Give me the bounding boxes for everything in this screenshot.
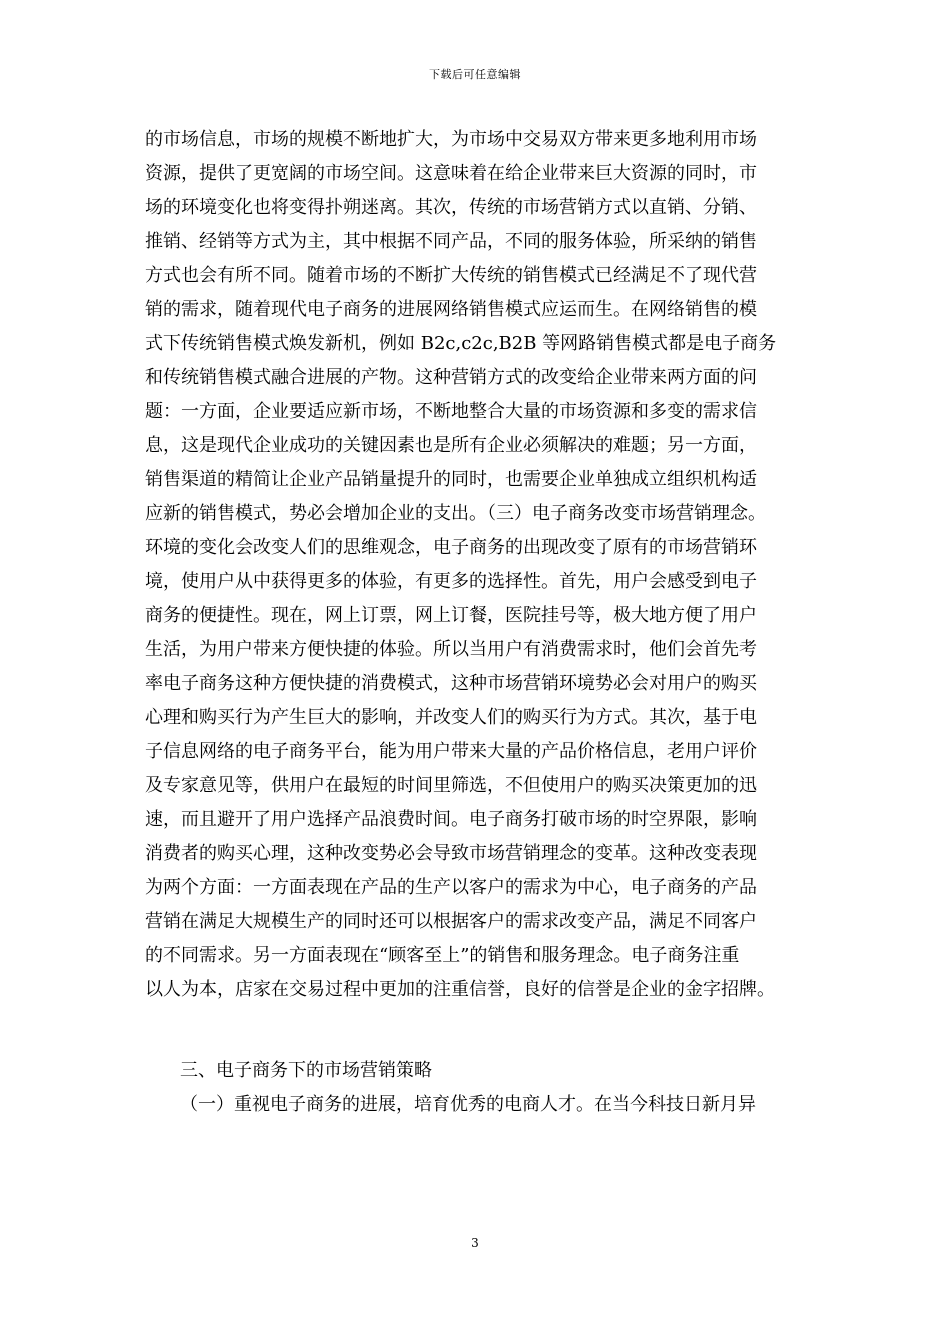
text-line: 销售渠道的精简让企业产品销量提升的同时，也需要企业单独成立组织机构适 bbox=[145, 469, 757, 490]
text-line: 资源，提供了更宽阔的市场空间。这意味着在给企业带来巨大资源的同时，市 bbox=[145, 163, 757, 184]
text-line: 式下传统销售模式焕发新机，例如 B2c,c2c,B2B 等网路销售模式都是电子商务 bbox=[145, 333, 777, 354]
text-line: 生活，为用户带来方便快捷的体验。所以当用户有消费需求时，他们会首先考 bbox=[145, 639, 757, 660]
text-line: 子信息网络的电子商务平台，能为用户带来大量的产品价格信息，老用户评价 bbox=[145, 741, 757, 762]
page-header: 下载后可任意编辑 bbox=[429, 68, 521, 81]
text-line: 方式也会有所不同。随着市场的不断扩大传统的销售模式已经满足不了现代营 bbox=[145, 265, 757, 286]
text-line: 题：一方面，企业要适应新市场，不断地整合大量的市场资源和多变的需求信 bbox=[145, 401, 757, 422]
text-line: 营销在满足大规模生产的同时还可以根据客户的需求改变产品，满足不同客户 bbox=[145, 911, 757, 932]
page-number: 3 bbox=[471, 1236, 479, 1250]
text-line: 环境的变化会改变人们的思维观念，电子商务的出现改变了原有的市场营销环 bbox=[145, 537, 757, 558]
section-heading: 三、电子商务下的市场营销策略 bbox=[180, 1060, 432, 1081]
text-line: 和传统销售模式融合进展的产物。这种营销方式的改变给企业带来两方面的问 bbox=[145, 367, 757, 388]
text-line: 应新的销售模式，势必会增加企业的支出。（三）电子商务改变市场营销理念。 bbox=[145, 503, 766, 524]
text-line: 以人为本，店家在交易过程中更加的注重信誉，良好的信誉是企业的金字招牌。 bbox=[145, 979, 775, 1000]
paragraph-start: （一）重视电子商务的进展，培育优秀的电商人才。在当今科技日新月异 bbox=[180, 1094, 756, 1115]
text-line: 场的环境变化也将变得扑朔迷离。其次，传统的市场营销方式以直销、分销、 bbox=[145, 197, 757, 218]
text-line: 消费者的购买心理，这种改变势必会导致市场营销理念的变革。这种改变表现 bbox=[145, 843, 757, 864]
text-line: 境，使用户从中获得更多的体验，有更多的选择性。首先，用户会感受到电子 bbox=[145, 571, 757, 592]
text-line: 的不同需求。另一方面表现在“顾客至上”的销售和服务理念。电子商务注重 bbox=[145, 945, 740, 966]
text-line: 息，这是现代企业成功的关键因素也是所有企业必须解决的难题；另一方面， bbox=[145, 435, 757, 456]
text-line: 速，而且避开了用户选择产品浪费时间。电子商务打破市场的时空界限，影响 bbox=[145, 809, 757, 830]
text-line: 心理和购买行为产生巨大的影响，并改变人们的购买行为方式。其次，基于电 bbox=[145, 707, 757, 728]
text-line: 商务的便捷性。现在，网上订票，网上订餐，医院挂号等，极大地方便了用户 bbox=[145, 605, 757, 626]
text-line: 为两个方面：一方面表现在产品的生产以客户的需求为中心，电子商务的产品 bbox=[145, 877, 757, 898]
text-line: 推销、经销等方式为主，其中根据不同产品，不同的服务体验，所采纳的销售 bbox=[145, 231, 757, 252]
text-line: 率电子商务这种方便快捷的消费模式，这种市场营销环境势必会对用户的购买 bbox=[145, 673, 757, 694]
text-line: 销的需求，随着现代电子商务的进展网络销售模式应运而生。在网络销售的模 bbox=[145, 299, 757, 320]
text-line: 及专家意见等，供用户在最短的时间里筛选，不但使用户的购买决策更加的迅 bbox=[145, 775, 757, 796]
text-line: 的市场信息，市场的规模不断地扩大，为市场中交易双方带来更多地利用市场 bbox=[145, 129, 757, 150]
